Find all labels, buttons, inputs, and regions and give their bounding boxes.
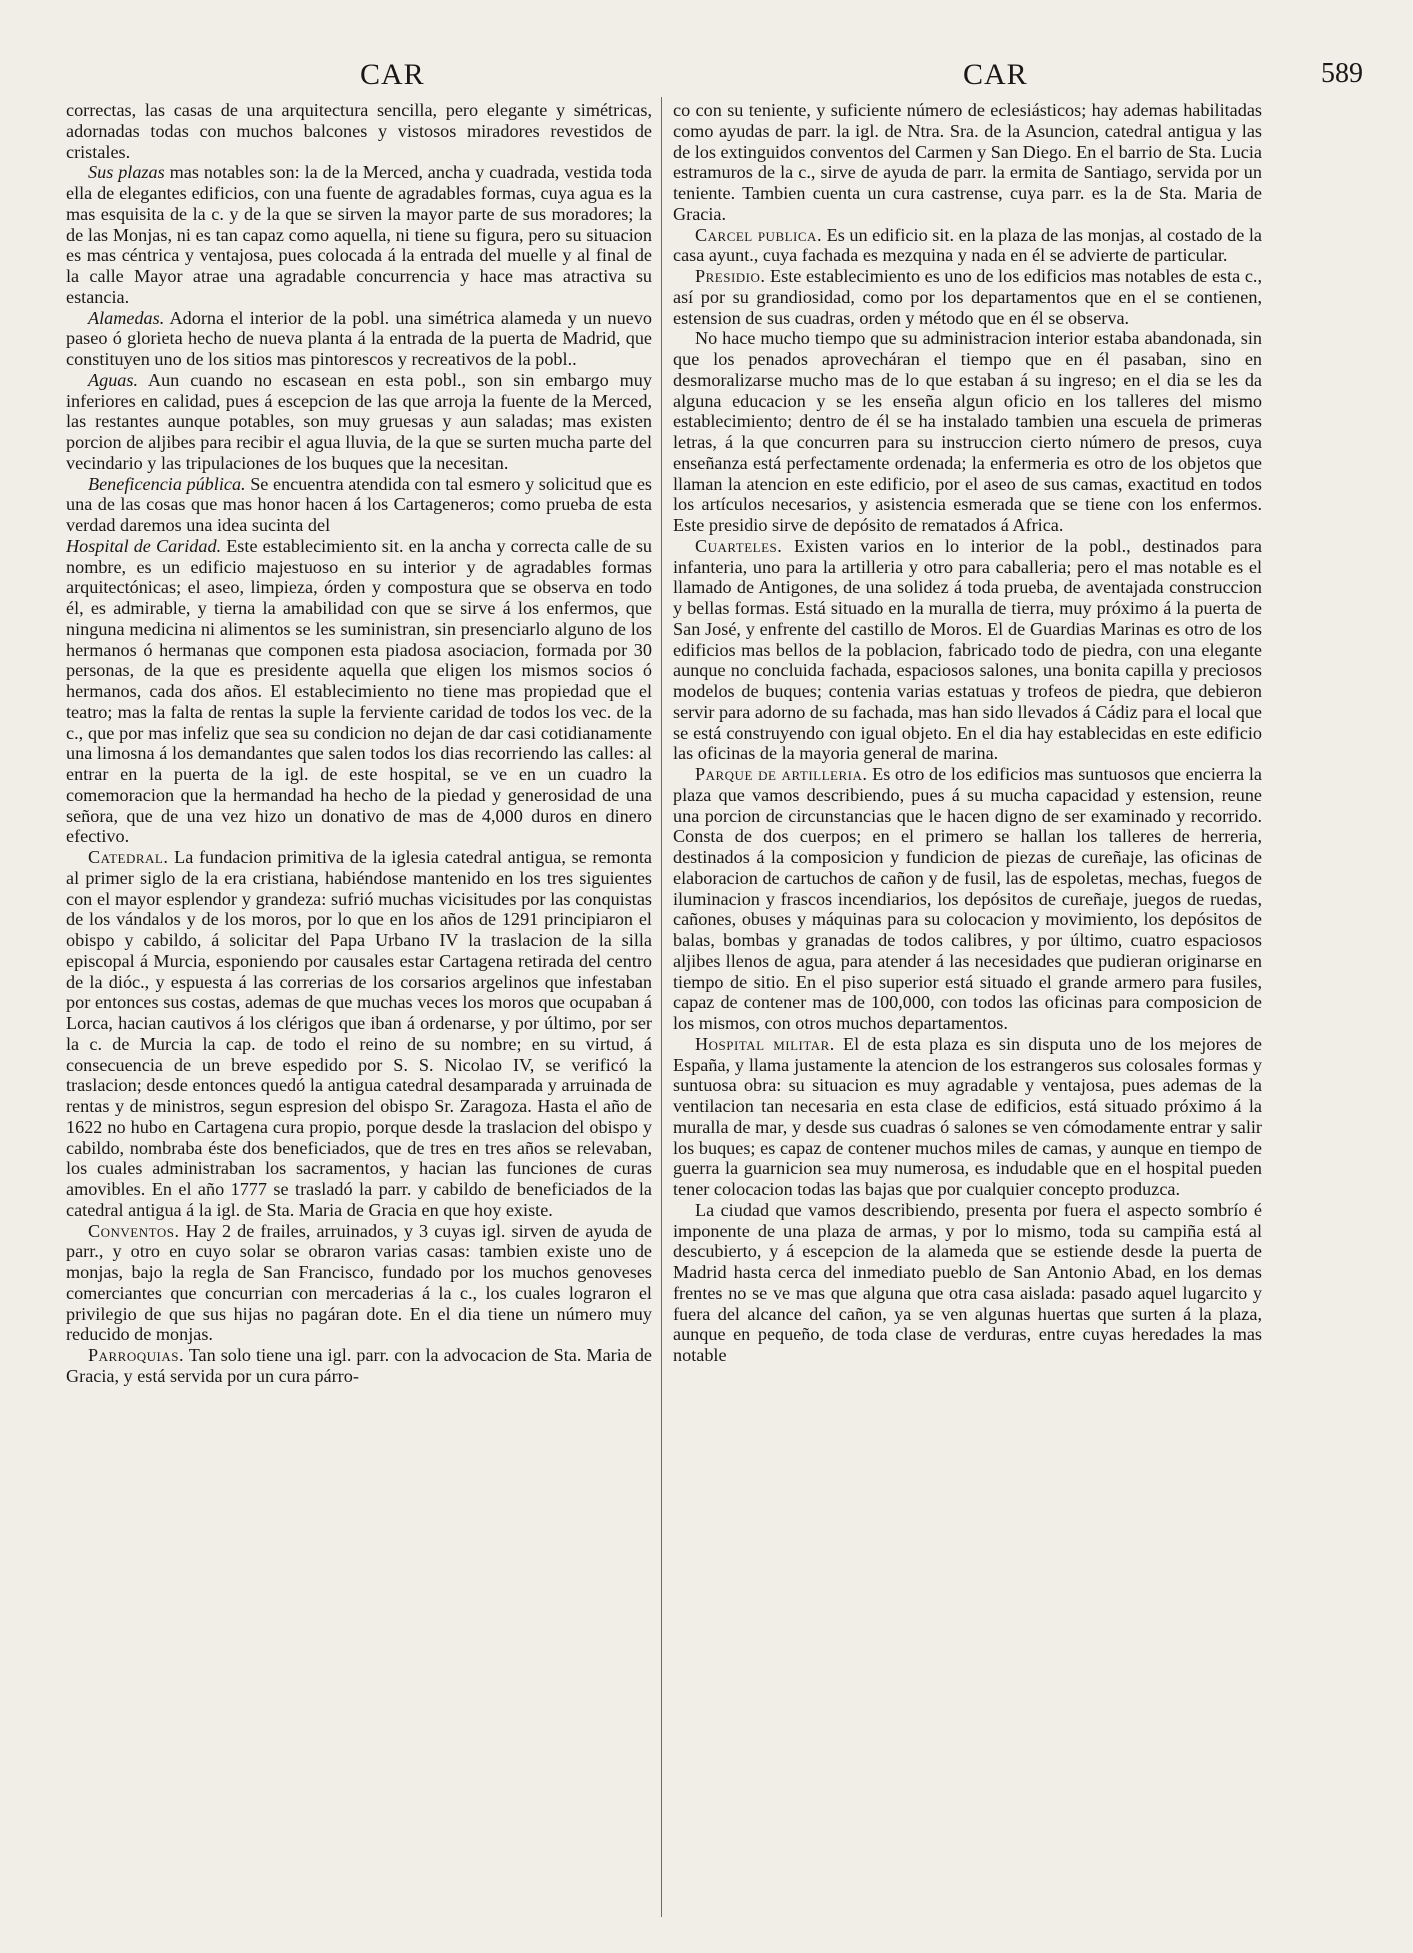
right-column <box>673 100 1262 1930</box>
paragraph: Hospital de Caridad. Este establecimiento sit. en la ancha y correcta calle de su nombre, es un edificio majestuoso en su interior y de agradables formas arquitectónicas; el aseo, limpieza, órden y compostura que se observa en todo él, es admirable, y tierna la amabilidad con que se sirve á los enfermos, que ninguna medicina ni alimentos se les suministran, sin presenciarlo alguno de los hermanos ó hermanas que componen esta piadosa asociacion, formada por 30 personas, de la que es presidente aquella que eligen los mismos socios ó hermanos, cada dos años. El establecimiento no tiene mas propiedad que el teatro; mas la falta de rentas la suple la ferviente caridad de todos los vec. de la c., que por mas infeliz que sea su condicion no dejan de dar casi cotidianamente una limosna á los demandantes que salen todos los dias recorriendo las calles: al entrar en la puerta de la igl. de este hospital, se ve en un cuadro la comemoracion que la hermandad ha hecho de la piedad y generosidad de una señora, que de una vez hizo un donativo de mas de 4,000 duros en dinero efectivo. <box>66 535 652 847</box>
paragraph: Sus plazas mas notables son: la de la Merced, ancha y cuadrada, vestida toda ella de elegantes edificios, con una fuente de agradables formas, cuya agua es la mas esquisita de la c. y de la que se sirven la mayor parte de sus moradores; la de las Monjas, ni es tan capaz como aquella, ni tiene su figura, pero su situacion es mas céntrica y ventajosa, pues colocada á la entrada del muelle y al final de la calle Mayor atrae una agradable concurrencia y hace mas atractiva su estancia. <box>66 162 652 307</box>
page-header <box>60 58 1363 100</box>
page-number: 589 <box>1321 58 1363 89</box>
section-heading: Carcel publica. <box>695 224 822 245</box>
column-rule <box>661 97 662 1917</box>
header-left-keyword: CAR <box>360 58 425 91</box>
section-heading: Sus plazas <box>88 162 165 183</box>
paragraph: Presidio. Este establecimiento es uno de los edificios mas notables de esta c., así por su grandiosidad, como por los departamentos que en el se contienen, estension de sus cuadras, orden y método que en él se observa. <box>673 266 1262 328</box>
section-heading: Aguas. <box>88 369 139 390</box>
paragraph: No hace mucho tiempo que su administracion interior estaba abandonada, sin que los penados aprovecháran el tiempo que en él pasaban, sino en desmoralizarse mucho mas de lo que estaban á su ingreso; en el dia se les da alguna educacion y se les enseña algun oficio en los talleres del mismo establecimiento; dentro de él se ha instalado tambien una escuela de primeras letras, á la que concurren para su instruccion cierto número de presos, cuya enseñanza está perfectamente ordenada; la enfermeria es otro de los objetos que llaman la atencion en este edificio, por el aseo de sus camas, exactitud en todos los artículos necesarios, y asistencia esmerada que se tiene con los enfermos. Este presidio sirve de depósito de rematados á Africa. <box>673 328 1262 535</box>
section-heading: Presidio. <box>695 266 766 286</box>
section-heading: Hospital militar. <box>695 1033 835 1054</box>
paragraph: Cuarteles. Existen varios en lo interior de la pobl., destinados para infanteria, uno para la artilleria y otro para caballeria; pero el mas notable es el llamado de Antigones, de una solidez á toda prueba, de aventajada construccion y bellas formas. Está situado en la muralla de tierra, muy próximo á la puerta de San José, y enfrente del castillo de Moros. El de Guardias Marinas es otro de los edificios mas bellos de la poblacion, fabricado todo de piedra, con una elegante aunque no concluida fachada, espaciosos salones, una bonita capilla y preciosos modelos de buques; contenia varias estatuas y trofeos de piedra, que debieron servir para adorno de su fachada, mas han sido llevados á Cádiz para el local que se está construyendo con igual objeto. En el dia hay establecidas en este edificio las oficinas de la mayoria general de marina. <box>673 535 1262 764</box>
paragraph: Hospital militar. El de esta plaza es sin disputa uno de los mejores de España, y llama justamente la atencion de los estrangeros sus colosales formas y suntuosa obra: su situacion es muy agradable y ventajosa, pues ademas de la ventilacion tan necesaria en esta clase de edificios, está situado próximo á la muralla de mar, y desde sus cuadras ó salones se ven cómodamente entrar y salir los buques; es capaz de contener muchos miles de camas, y aunque en tiempo de guerra la guarnicion sea muy numerosa, es indudable que en el hospital pueden tener colocacion todas las bajas que por cualquier concepto produzca. <box>673 1033 1262 1199</box>
paragraph: Parque de artilleria. Es otro de los edificios mas suntuosos que encierra la plaza que vamos describiendo, pues á su mucha capacidad y estension, reune una porcion de circunstancias que le hacen digno de ser examinado y recorrido. Consta de dos cuerpos; en el primero se hallan los talleres de herreria, destinados á la composicion y fundicion de piezas de cureñaje, las oficinas de elaboracion de cartuchos de cañon y de fusil, las de espoletas, mechas, fuegos de iluminacion y frascos incendiarios, los depósitos de cureñaje, juegos de ruedas, cañones, obuses y máquinas para su colocacion y movimiento, los depósitos de balas, bombas y granadas de todos calibres, y por último, cuatro espaciosos aljibes llenos de agua, para atender á las necesidades que pudieran originarse en tiempo de sitio. En el piso superior está situado el grande armero para fusiles, capaz de contener mas de 100,000, con todos las oficinas para composicion de los mismos, con otros muchos departamentos. <box>673 764 1262 1033</box>
paragraph: Parroquias. Tan solo tiene una igl. parr. con la advocacion de Sta. Maria de Gracia, y está servida por un cura párro- <box>66 1345 652 1386</box>
paragraph: Catedral. La fundacion primitiva de la iglesia catedral antigua, se remonta al primer siglo de la era cristiana, habiéndose mantenido en los tres siguientes con el mayor esplendor y grandeza: sufrió muchas vicisitudes por las conquistas de los vándalos y de los moros, por lo que en los años de 1291 principiaron el obispo y cabildo, á solicitar del Papa Urbano IV la traslacion de la silla episcopal á Murcia, esponiendo por causales estar Cartagena retirada del centro de la dióc., y espuesta á las correrias de los corsarios argelinos que infestaban por entonces sus costas, ademas de que muchas veces los moros que ocupaban á Lorca, hacian cautivos á los clérigos que iban á ordenarse, y por último, por ser la c. de Murcia la cap. de todo el reino de su nombre; en su virtud, á consecuencia de un breve espedido por S. S. Nicolao IV, se verificó la traslacion; desde entonces quedó la antigua catedral desamparada y arruinada de rentas y de ministros, segun espresion del obispo Sr. Zaragoza. Hasta el año de 1622 no hubo en Cartagena cura propio, porque desde la traslacion del obispo y cabildo, nombraba éste dos beneficiados, que de tres en tres años se relevaban, los cuales administraban los sacramentos, y hacian las funciones de curas amovibles. En el año 1777 se trasladó la parr. y cabildo de beneficiados de la catedral antigua á la igl. de Sta. Maria de Gracia en que hoy existe. <box>66 847 652 1220</box>
paragraph: Beneficencia pública. Se encuentra atendida con tal esmero y solicitud que es una de las cosas que mas honor hacen á los Cartageneros; como prueba de esta verdad daremos una idea sucinta del <box>66 473 652 535</box>
section-heading: Alamedas. <box>88 307 165 328</box>
paragraph: Conventos. Hay 2 de frailes, arruinados, y 3 cuyas igl. sirven de ayuda de parr., y otro en cuyo solar se obraron varias casas: tambien existe uno de monjas, bajo la regla de San Francisco, fundado por los muchos genoveses comerciantes que concurrian con mercaderias á la c., los cuales lograron el privilegio de que sus hijas no pagáran dote. En el dia tiene un número muy reducido de monjas. <box>66 1220 652 1345</box>
paragraph: Carcel publica. Es un edificio sit. en la plaza de las monjas, al costado de la casa ayunt., cuya fachada es mezquina y nada en él se advierte de particular. <box>673 224 1262 266</box>
paragraph: co con su teniente, y suficiente número de eclesiásticos; hay ademas habilitadas como ayudas de parr. la igl. de Ntra. Sra. de la Asuncion, catedral antigua y las de los extinguidos conventos del Carmen y San Diego. En el barrio de Sta. Lucia estramuros de la c., sirve de ayuda de parr. la ermita de Santiago, servida por un teniente. Tambien cuenta un cura castrense, cuya parr. es la de Sta. Maria de Gracia. <box>673 100 1262 224</box>
section-heading: Parroquias. <box>88 1345 185 1365</box>
section-heading: Cuarteles. <box>695 535 783 556</box>
section-heading: Hospital de Caridad. <box>66 535 222 556</box>
left-column <box>66 100 652 1930</box>
section-heading: Conventos. <box>88 1220 180 1241</box>
section-heading: Beneficencia pública. <box>88 473 246 494</box>
paragraph: Alamedas. Adorna el interior de la pobl. una simétrica alameda y un nuevo paseo ó glorieta hecho de nueva planta á la entrada de la puerta de Madrid, que constituyen uno de los sitios mas pintorescos y recreativos de la pobl.. <box>66 307 652 369</box>
paragraph: La ciudad que vamos describiendo, presenta por fuera el aspecto sombrío é imponente de una plaza de armas, y por lo mismo, toda su campiña está al descubierto, y á escepcion de la alameda que se estiende desde la puerta de Madrid hasta cerca del inmediato pueblo de San Antonio Abad, en los demas frentes no se ve mas que alguna que otra casa aislada: pasado aquel lugarcito y fuera del alcance del cañon, ya se ven algunas huertas que surten á la plaza, aunque en pequeño, de toda clase de verduras, entre cuyas heredades la mas notable <box>673 1199 1262 1365</box>
section-heading: Catedral. <box>88 847 169 867</box>
header-right-keyword: CAR <box>963 58 1028 91</box>
paragraph: Aguas. Aun cuando no escasean en esta pobl., son sin embargo muy inferiores en calidad, pues á escepcion de las que arroja la fuente de la Merced, las restantes aunque potables, son muy gruesas y aun saladas; mas existen porcion de aljibes para recibir el agua lluvia, de la que se surten mucha parte del vecindario y las tripulaciones de los buques que la necesitan. <box>66 369 652 473</box>
section-heading: Parque de artilleria. <box>695 764 868 784</box>
paragraph: correctas, las casas de una arquitectura sencilla, pero elegante y simétricas, adornadas todas con muchos balcones y vistosos miradores revestidos de cristales. <box>66 100 652 162</box>
